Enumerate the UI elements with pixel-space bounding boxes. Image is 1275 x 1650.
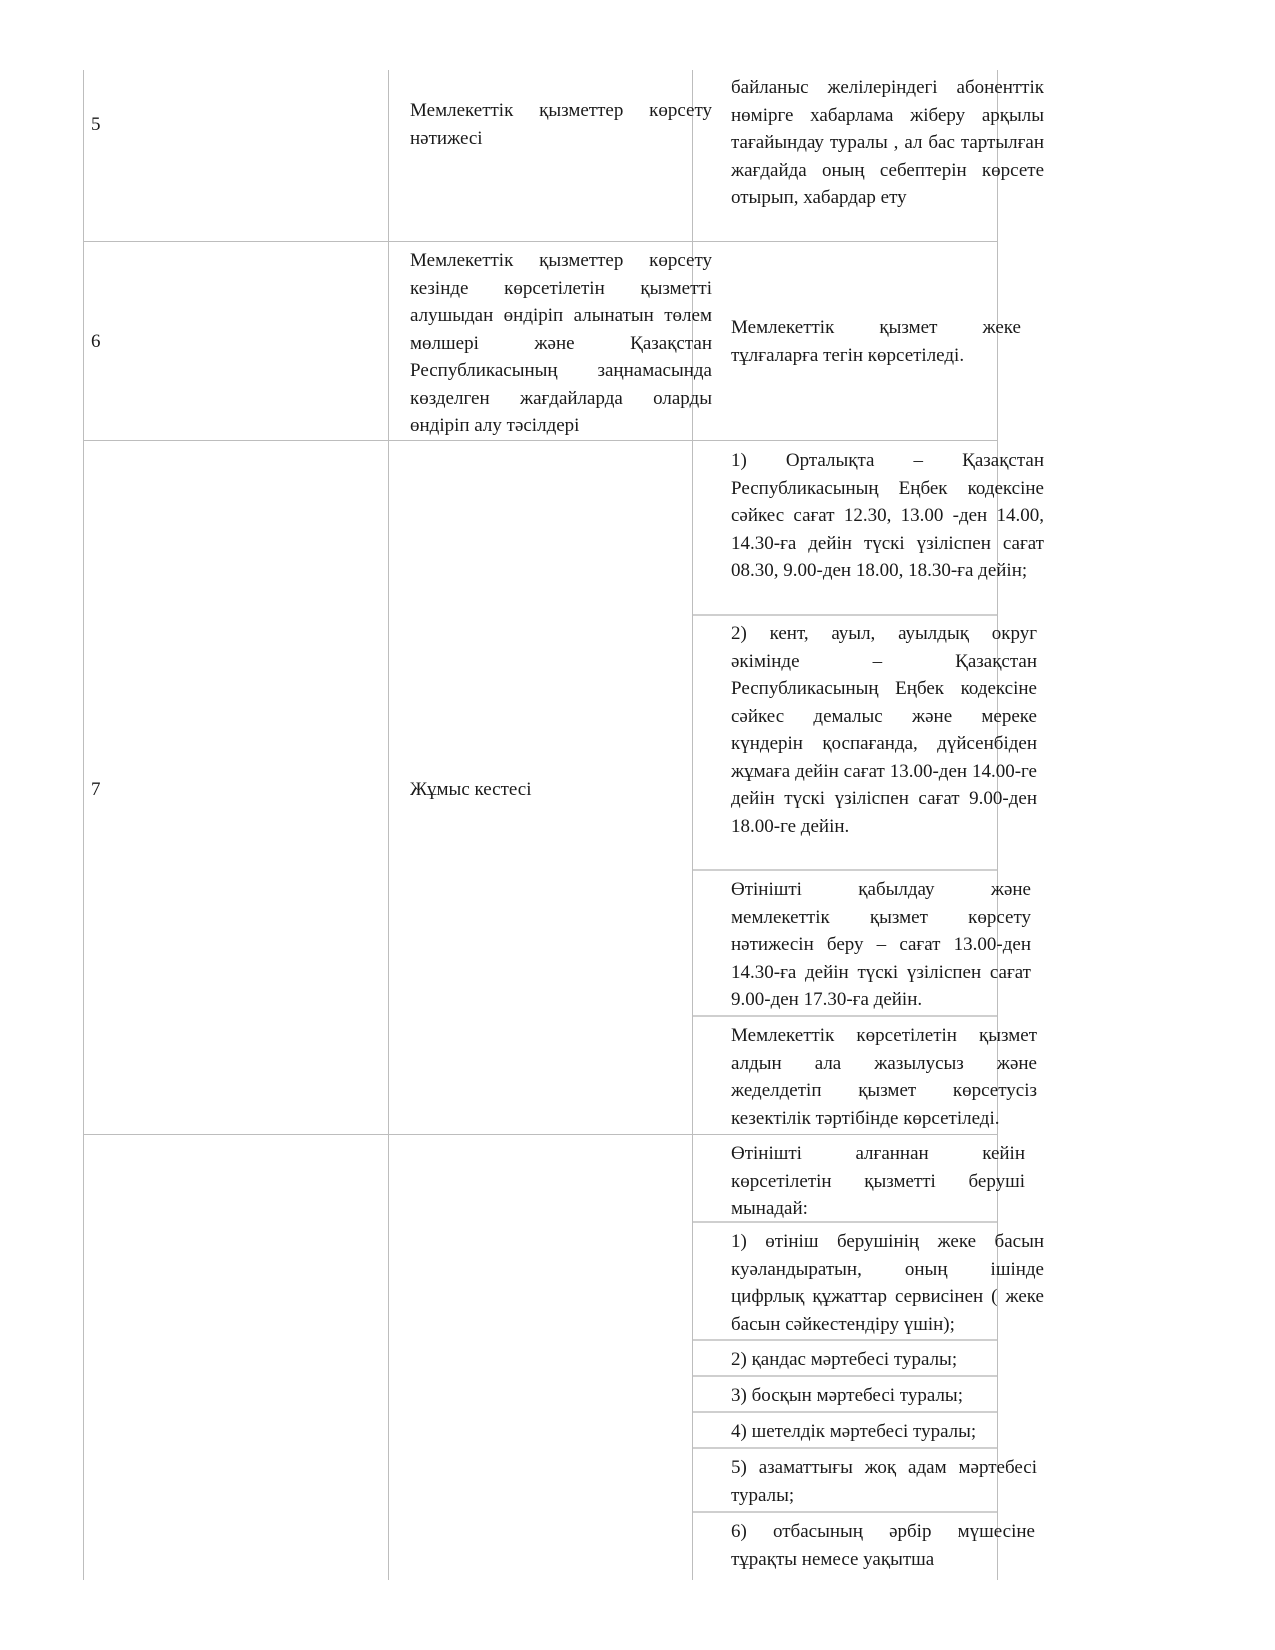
cell-separator [693, 1375, 997, 1377]
row-separator [83, 241, 998, 242]
row-number: 7 [91, 779, 101, 800]
cell-separator [693, 1015, 997, 1017]
table-border-left [83, 70, 84, 1580]
row-8-item: 3) босқын мәртебесі туралы; [731, 1385, 963, 1406]
row-8-item: 2) қандас мәртебесі туралы; [731, 1349, 958, 1370]
cell-separator [693, 614, 997, 616]
cell-separator [693, 1411, 997, 1413]
row-5-name: Мемлекеттік қызметтер көрсету нәтижесі [410, 100, 712, 149]
row-8-item: 5) азаматтығы жоқ адам мәртебесі туралы; [731, 1457, 1037, 1506]
row-number: 5 [91, 114, 101, 135]
row-7-name: Жұмыс кестесі [410, 779, 532, 800]
row-5-value: байланыс желілеріндегі абоненттік нөмірге хабарлама жіберу арқылы тағайындау туралы , ал бас тартылған жағдайда оның себептерін көрсете отырып, хабардар ету [731, 77, 1044, 208]
cell-separator [693, 869, 997, 871]
row-separator [83, 1134, 998, 1135]
row-8-item: 4) шетелдік мәртебесі туралы; [731, 1421, 977, 1442]
row-7-item: 1) Орталықта – Қазақстан Республикасының Еңбек кодексіне сәйкес сағат 12.30, 13.00 -ден 14.00, 14.30-ға дейін түскі үзіліспен сағат 08.30, 9.00-ден 18.00, 18.30-ға дейін; [731, 450, 1044, 581]
row-8-item: 1) өтініш берушінің жеке басын куәландыратын, оның ішінде цифрлық құжаттар сервисінен ( жеке басын сәйкестендіру үшін); [731, 1231, 1044, 1335]
cell-separator [693, 1447, 997, 1449]
row-8-item: Өтінішті алғаннан кейін көрсетілетін қызметті беруші мынадай: [731, 1143, 1025, 1219]
cell-separator [693, 1339, 997, 1341]
row-7-item: 2) кент, ауыл, ауылдық округ әкімінде – Қазақстан Республикасының Еңбек кодексіне сәйкес демалыс және мереке күндерін қоспағанда, дүйсенбіден жұмаға дейін сағат 13.00-ден 14.00-ге дейін түскі үзіліспен сағат 9.00-ден 18.00-ге дейін. [731, 623, 1037, 837]
cell-separator [693, 1511, 997, 1513]
row-8-item: 6) отбасының әрбір мүшесіне тұрақты немесе уақытша [731, 1521, 1035, 1570]
row-7-item: Мемлекеттік көрсетілетін қызмет алдын ала жазылусыз және жеделдетіп қызмет көрсетусіз кезектілік тәртібінде көрсетіледі. [731, 1025, 1037, 1129]
row-6-value: Мемлекеттік қызмет жеке тұлғаларға тегін көрсетіледі. [731, 317, 1021, 366]
row-6-name: Мемлекеттік қызметтер көрсету кезінде көрсетілетін қызметті алушыдан өндіріп алынатын төлем мөлшері және Қазақстан Республикасының заңнамасында көзделген жағдайларда оларды өндіріп алу тәсілдері [410, 250, 712, 436]
row-number: 6 [91, 331, 101, 352]
table-divider-col1 [388, 70, 389, 1580]
row-separator [83, 440, 998, 441]
row-7-item: Өтінішті қабылдау және мемлекеттік қызмет көрсету нәтижесін беру – сағат 13.00-ден 14.30-ға дейін түскі үзіліспен сағат 9.00-ден 17.30-ға дейін. [731, 879, 1031, 1010]
